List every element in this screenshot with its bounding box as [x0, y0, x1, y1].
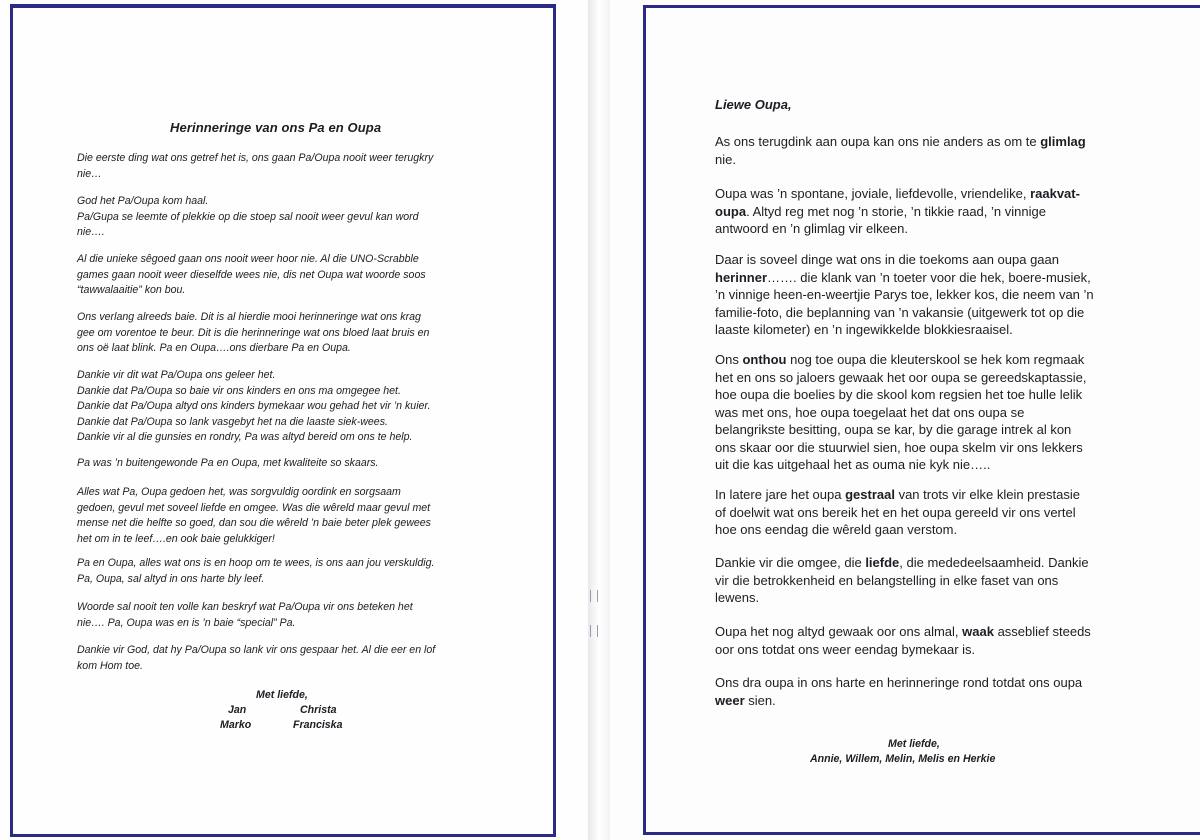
text-line	[715, 504, 1135, 522]
text-run: Dankie vir die omgee, die	[715, 555, 866, 570]
text-run: hoe oupa die boelies by die skool kom regsien het toe hulle lelik	[715, 387, 1083, 402]
text-line	[715, 589, 1135, 607]
text-run: uit die kas uitgehaal het as ouma nie kyk nie…..	[715, 457, 991, 472]
text-run: ons skaar oor die stuurwiel sien, hoe oupa skelm vir ons lekkers	[715, 439, 1083, 455]
text-line: Dankie vir al die gunsies en rondry, Pa was altyd bereid om ons te help.	[77, 431, 413, 443]
signature-closing: Met liefde,	[256, 689, 308, 701]
text-line: Alles wat Pa, Oupa gedoen het, was sorgvuldig oordink en sorgsaam	[77, 486, 401, 498]
text-line	[715, 151, 1135, 169]
text-run: Ons dra oupa in ons harte en herinneringe rond totdat ons oupa	[715, 675, 1083, 690]
left-paragraph	[77, 310, 517, 357]
text-run: vir die betrokkenheid en belangstelling in elke faset van ons	[715, 572, 1059, 588]
text-line: mense net die helfte so goed, dan sou die wêreld ’n baie beter plek gewees	[77, 517, 431, 529]
text-line: Dankie vir God, dat hy Pa/Oupa so lank vir ons gespaar het. Al die eer en lof	[77, 644, 436, 656]
signature-name: Franciska	[293, 719, 343, 731]
signature-names: Annie, Willem, Melin, Melis en Herkie	[810, 753, 996, 765]
staple-mark	[590, 590, 598, 602]
right-page	[610, 0, 1200, 840]
text-line	[715, 521, 1135, 539]
right-paragraph	[715, 185, 1135, 238]
text-line: nie…. Pa, Oupa was en is ’n baie “special” Pa.	[77, 616, 296, 629]
text-line	[715, 404, 1135, 422]
right-paragraph	[715, 133, 1135, 168]
text-run: oor ons totdat ons weer eendag bymekaar is.	[715, 641, 976, 657]
text-line: nie….	[77, 226, 105, 238]
text-run: ’n vinnige heen-en-weertjie Parys toe, lekker kos, die neem van ’n	[715, 287, 1094, 302]
left-paragraph	[77, 194, 517, 241]
text-run: As ons terugdink aan oupa kan ons nie anders as om te	[715, 134, 1041, 149]
text-line: kom Hom toe.	[77, 659, 143, 672]
signature-name: Jan	[228, 704, 247, 716]
text-line	[715, 304, 1135, 322]
text-run: Ons	[715, 352, 743, 367]
text-line	[715, 185, 1135, 203]
text-line	[715, 692, 1135, 710]
text-line: Al die unieke sêgoed gaan ons nooit weer hoor nie. Al die UNO-Scrabble	[77, 253, 419, 265]
text-line: nie…	[77, 167, 102, 180]
text-line: ons oë laat blink. Pa en Oupa….ons dierbare Pa en Oupa.	[77, 342, 351, 354]
text-line: Pa en Oupa, alles wat ons is en hoop om te wees, is ons aan jou verskuldig.	[77, 557, 435, 569]
text-run: Daar is soveel dinge wat ons in die toekoms aan oupa gaan	[715, 252, 1059, 267]
text-line: Die eerste ding wat ons getref het is, ons gaan Pa/Oupa nooit weer terugkry	[77, 152, 434, 164]
text-run: hoe ons eendag die wêreld gaan verstom.	[715, 522, 958, 537]
text-run: ……. die klank van ’n toeter voor die hek, boere-musiek,	[767, 269, 1091, 285]
page-fold	[588, 0, 612, 840]
text-run: antwoord en ’n glimlag vir elkeen.	[715, 221, 908, 236]
greeting: Liewe Oupa,	[715, 97, 792, 112]
left-paragraph	[77, 151, 517, 182]
left-paragraph	[77, 485, 517, 547]
text-run: belangrikste besitting, oupa se kar, by die garage intrek al kon	[715, 422, 1072, 437]
right-paragraph	[715, 623, 1135, 658]
text-line	[715, 351, 1135, 369]
emphasis-word: herinner	[715, 269, 768, 285]
text-line: games gaan nooit weer dieselfde wees nie, dis net Oupa wat woorde soos	[77, 268, 426, 281]
text-line	[715, 203, 1135, 221]
text-run: of doelwit wat ons bereik het en het oupa gereeld vir ons vertel	[715, 504, 1076, 520]
text-line: Dankie dat Pa/Oupa so lank vasgebyt het na die laaste siek-wees.	[77, 415, 388, 428]
text-line	[715, 572, 1135, 590]
signature-closing: Met liefde,	[888, 738, 940, 750]
text-run: van trots vir elke klein prestasie	[894, 487, 1080, 502]
text-line	[715, 386, 1135, 404]
text-line	[715, 674, 1135, 692]
text-line: Pa was ’n buitengewonde Pa en Oupa, met kwaliteite so skaars.	[77, 457, 379, 469]
text-line	[715, 269, 1135, 287]
text-run: In latere jare het oupa	[715, 487, 846, 502]
emphasis-word: glimlag	[1040, 134, 1086, 149]
emphasis-word: onthou	[742, 352, 787, 367]
text-run: het en ons so jaloers gewaak het oor oupa se gereedskaptassie,	[715, 369, 1087, 385]
text-line	[715, 321, 1135, 339]
signature-name: Christa	[300, 704, 337, 716]
text-line	[715, 623, 1135, 641]
text-line: Dankie dat Pa/Oupa altyd ons kinders bymekaar wou gehad het vir ’n kuier.	[77, 400, 431, 412]
text-line: Ons verlang alreeds baie. Dit is al hierdie mooi herinneringe wat ons krag	[77, 311, 421, 323]
text-line: Pa/Gupa se leemte of plekkie op die stoep sal nooit weer gevul kan word	[77, 210, 419, 223]
emphasis-word: weer	[715, 692, 745, 708]
text-line	[715, 369, 1135, 387]
left-paragraph	[77, 556, 517, 587]
staple-mark	[590, 625, 598, 637]
text-run: nie.	[715, 151, 736, 167]
text-run: Oupa was ’n spontane, joviale, liefdevolle, vriendelike,	[715, 186, 1031, 201]
text-line: Dankie dat Pa/Oupa so baie vir ons kinders en ons ma omgegee het.	[77, 384, 401, 397]
text-line: gee om vorentoe te beur. Dit is die herinneringe wat ons bloed laat bruis en	[77, 326, 430, 339]
text-line: Woorde sal nooit ten volle kan beskryf wat Pa/Oupa vir ons beteken het	[77, 601, 413, 613]
text-line	[715, 641, 1135, 659]
text-line: “tawwalaaitie” kon bou.	[77, 284, 186, 296]
text-line	[715, 286, 1135, 304]
emphasis-word: waak	[962, 624, 994, 639]
text-run: Oupa het nog altyd gewaak oor ons almal,	[715, 624, 963, 639]
text-line: Pa, Oupa, sal altyd in ons harte bly leef.	[77, 572, 265, 585]
text-run: was met ons, hoe oupa toegelaat het dat ons oupa se	[715, 404, 1025, 420]
signature-name: Marko	[220, 719, 252, 731]
left-paragraph	[77, 252, 517, 299]
text-run: . Altyd reg met nog ’n storie, ’n tikkie raad, ’n vinnige	[746, 203, 1046, 219]
text-line	[715, 251, 1135, 269]
left-paragraph	[77, 643, 517, 674]
text-line: het om in te leef….en ook baie gelukkiger!	[77, 532, 275, 545]
right-paragraph	[715, 674, 1135, 709]
text-line: gedoen, gevul met soveel liefde en omgee. Was die wêreld maar gevul met	[77, 501, 431, 514]
text-run: laaste kilometer) en ’n ingewikkelde blokkiesraaisel.	[715, 322, 1013, 337]
text-line	[715, 439, 1135, 457]
text-line	[715, 554, 1135, 572]
left-paragraph	[77, 456, 517, 472]
left-paragraph	[77, 600, 517, 631]
left-paragraph	[77, 368, 517, 446]
left-page-title: Herinneringe van ons Pa en Oupa	[170, 120, 382, 135]
text-run: nog toe oupa die kleuterskool se hek kom regmaak	[786, 352, 1085, 367]
text-line	[715, 486, 1135, 504]
text-line	[715, 421, 1135, 439]
right-paragraph	[715, 351, 1135, 474]
text-line	[715, 220, 1135, 238]
left-page	[0, 0, 590, 840]
text-line	[715, 456, 1135, 474]
right-paragraph	[715, 251, 1135, 339]
emphasis-word: liefde	[865, 555, 900, 570]
text-line: God het Pa/Oupa kom haal.	[77, 195, 209, 207]
text-run: , die mededeelsaamheid. Dankie	[899, 555, 1089, 570]
text-run: sien.	[744, 692, 776, 708]
right-paragraph	[715, 554, 1135, 607]
text-line	[715, 133, 1135, 151]
text-run: asseblief steeds	[993, 624, 1091, 639]
text-line: Dankie vir dit wat Pa/Oupa ons geleer het.	[77, 369, 276, 381]
right-paragraph	[715, 486, 1135, 539]
emphasis-word: raakvat-	[1030, 186, 1080, 201]
emphasis-word: gestraal	[845, 487, 895, 502]
text-run: lewens.	[715, 590, 760, 605]
emphasis-word: oupa	[715, 203, 747, 219]
text-run: familie-foto, die beplanning van ’n vakansie (uitgewerk tot op die	[715, 304, 1085, 320]
